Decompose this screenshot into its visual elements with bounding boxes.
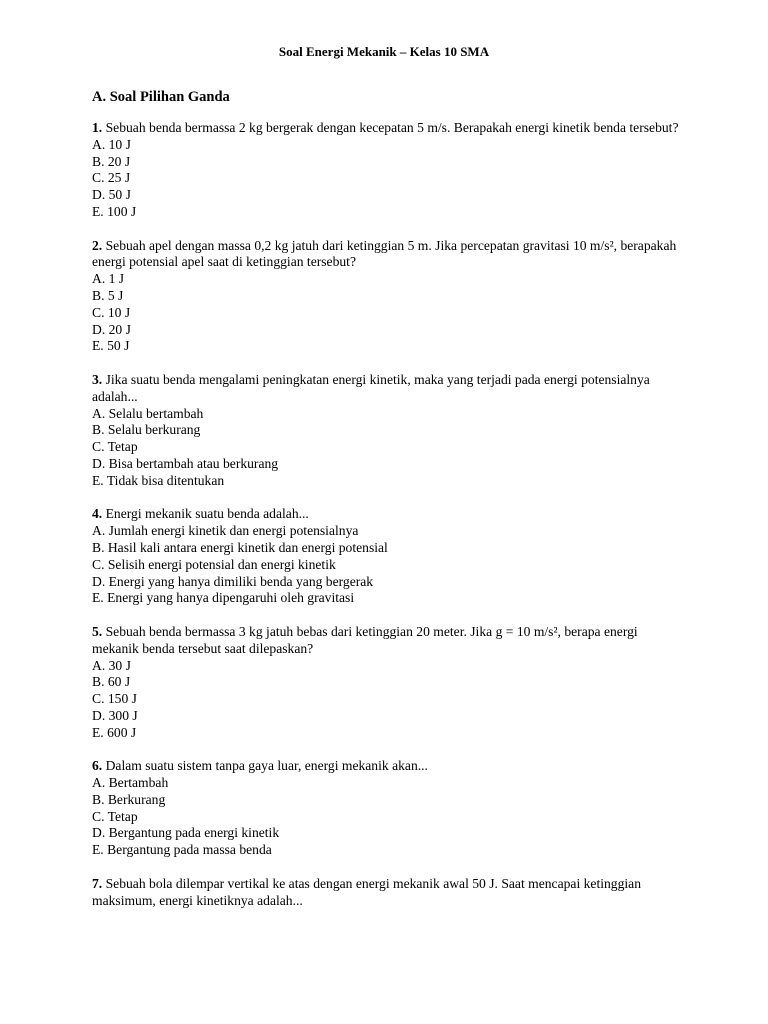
question-text: Sebuah bola dilempar vertikal ke atas dengan energi mekanik awal 50 J. Saat mencapai ketinggian maksimum, energi kinetiknya adalah... <box>92 875 641 908</box>
option-e: E. Bergantung pada massa benda <box>92 842 272 858</box>
option-b: B. 60 J <box>92 674 131 690</box>
option-b: B. Hasil kali antara energi kinetik dan energi potensial <box>92 539 388 555</box>
question-number: 7. <box>92 875 103 891</box>
question-6 <box>92 758 682 859</box>
option-d: D. Bisa bertambah atau berkurang <box>92 455 279 471</box>
document-title: Soal Energi Mekanik – Kelas 10 SMA <box>278 44 490 59</box>
option-b: B. Berkurang <box>92 791 166 807</box>
option-d: D. 20 J <box>92 321 131 337</box>
question-number: 6. <box>92 758 103 774</box>
option-c: C. 150 J <box>92 691 137 707</box>
option-a: A. 1 J <box>92 271 125 287</box>
option-c: C. Selisih energi potensial dan energi kinetik <box>92 556 336 572</box>
question-text: Sebuah benda bermassa 2 kg bergerak dengan kecepatan 5 m/s. Berapakah energi kinetik benda tersebut? <box>105 120 679 135</box>
question-text: Sebuah benda bermassa 3 kg jatuh bebas dari ketinggian 20 meter. Jika g = 10 m/s², berapa energi mekanik benda tersebut saat dilepaskan? <box>92 623 638 656</box>
question-number: 2. <box>92 237 103 253</box>
option-b: B. Selalu berkurang <box>92 422 201 438</box>
question-text: Jika suatu benda mengalami peningkatan energi kinetik, maka yang terjadi pada energi potensialnya adalah... <box>92 371 650 404</box>
question-list <box>92 120 682 926</box>
option-d: D. 300 J <box>92 707 138 723</box>
question-text: Sebuah apel dengan massa 0,2 kg jatuh dari ketinggian 5 m. Jika percepatan gravitasi 10 m/s², berapakah energi potensial apel saat di ketinggian tersebut? <box>92 237 677 270</box>
question-text: Dalam suatu sistem tanpa gaya luar, energi mekanik akan... <box>105 758 428 774</box>
option-d: D. Energi yang hanya dimiliki benda yang bergerak <box>92 573 374 589</box>
question-number: 1. <box>92 120 103 135</box>
question-5 <box>92 624 682 742</box>
option-d: D. 50 J <box>92 187 131 203</box>
question-7 <box>92 876 682 910</box>
option-a: A. Jumlah energi kinetik dan energi potensialnya <box>92 523 359 539</box>
option-a: A. Selalu bertambah <box>92 405 204 421</box>
option-e: E. Energi yang hanya dipengaruhi oleh gravitasi <box>92 590 355 606</box>
section-title: A. Soal Pilihan Ganda <box>92 89 230 105</box>
option-a: A. 10 J <box>92 136 131 152</box>
option-a: A. Bertambah <box>92 775 169 791</box>
question-text: Energi mekanik suatu benda adalah... <box>105 506 309 522</box>
option-c: C. 25 J <box>92 170 131 186</box>
option-e: E. 50 J <box>92 338 130 354</box>
option-c: C. 10 J <box>92 304 131 320</box>
option-c: C. Tetap <box>92 439 138 455</box>
question-1 <box>92 120 682 221</box>
option-e: E. 100 J <box>92 203 137 219</box>
option-e: E. Tidak bisa ditentukan <box>92 472 225 488</box>
question-2 <box>92 238 682 356</box>
question-number: 4. <box>92 506 103 522</box>
option-e: E. 600 J <box>92 724 137 740</box>
option-c: C. Tetap <box>92 808 138 824</box>
question-3 <box>92 372 682 490</box>
question-number: 5. <box>92 623 103 639</box>
option-d: D. Bergantung pada energi kinetik <box>92 825 280 841</box>
option-b: B. 20 J <box>92 153 131 169</box>
option-a: A. 30 J <box>92 657 131 673</box>
question-number: 3. <box>92 371 103 387</box>
question-4 <box>92 506 682 607</box>
option-b: B. 5 J <box>92 287 124 303</box>
